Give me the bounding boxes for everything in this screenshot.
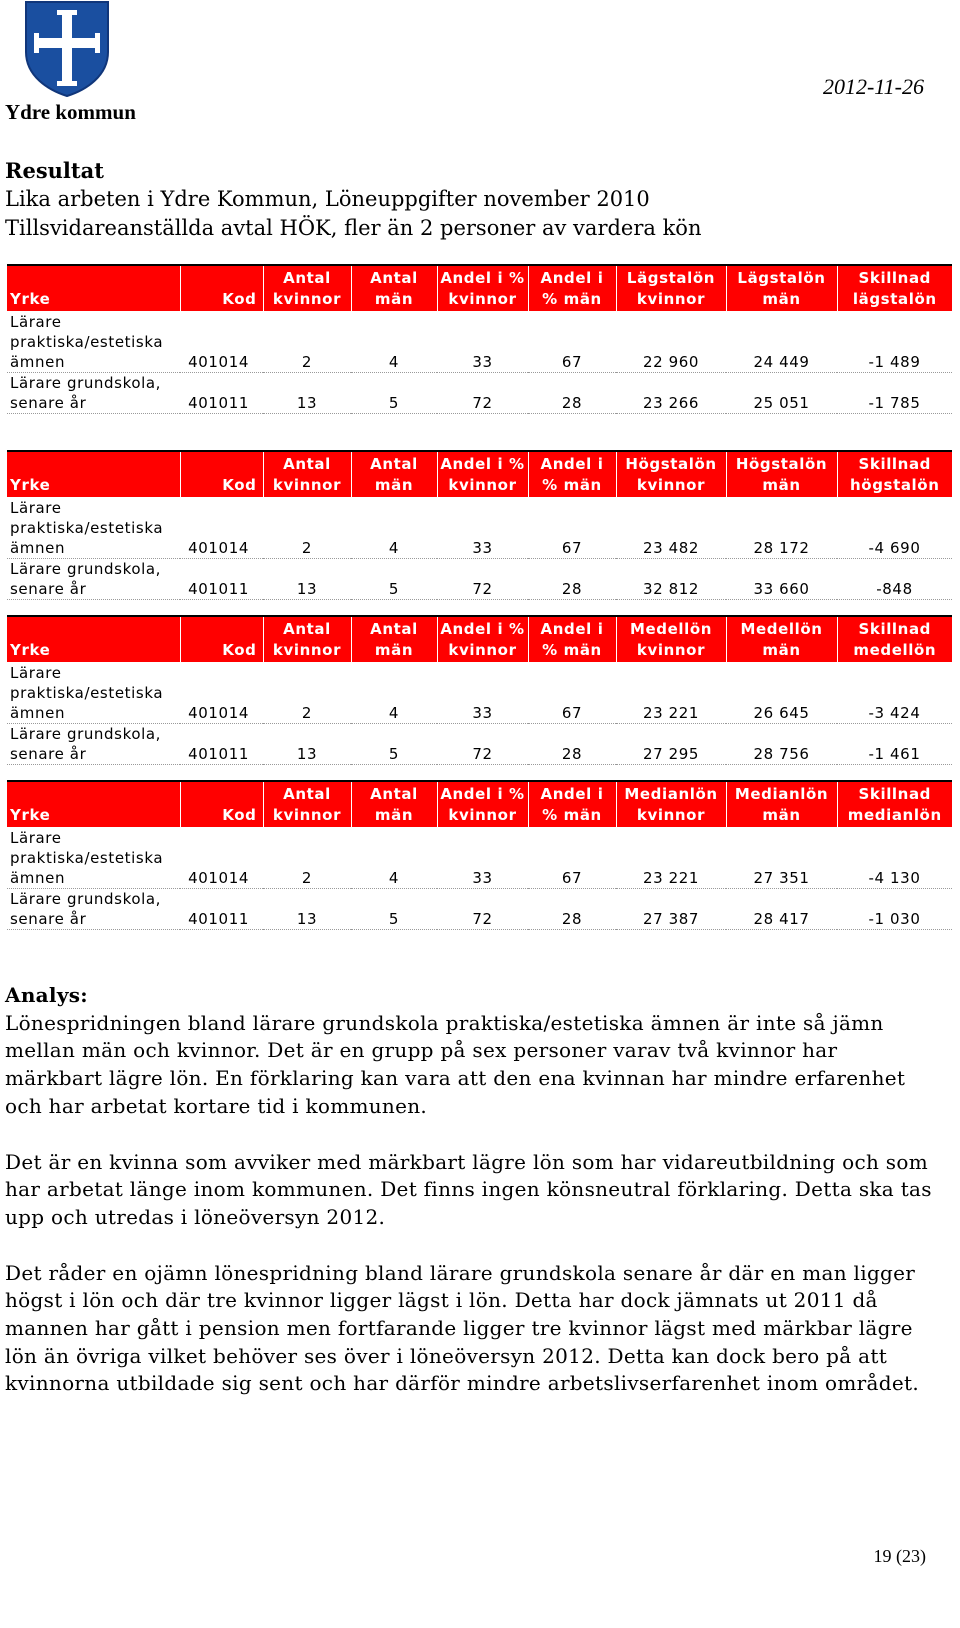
- cell-skillnad: -3 424: [837, 662, 952, 724]
- cell-andel-kvinnor: 33: [437, 827, 528, 889]
- table-header-row: [7, 781, 952, 827]
- col-header-kod: Kod: [180, 265, 263, 311]
- cell-yrke: Lärare grundskola, senare år: [7, 724, 180, 765]
- cell-yrke: Lärare praktiska/estetiska ämnen: [7, 662, 180, 724]
- table-header-row: [7, 265, 952, 311]
- cell-lon-man: 33 660: [726, 559, 837, 600]
- cell-kod: 401014: [180, 311, 263, 373]
- table-row: [7, 559, 952, 600]
- col-header-lon-kvinnor: Högstalön kvinnor: [616, 451, 726, 497]
- table-row: [7, 827, 952, 889]
- col-header-antal-kvinnor: Antal kvinnor: [263, 616, 351, 662]
- cell-skillnad: -1 461: [837, 724, 952, 765]
- cell-andel-kvinnor: 33: [437, 311, 528, 373]
- cell-antal-man: 4: [351, 311, 437, 373]
- analysis-heading: Analys:: [5, 983, 88, 1007]
- col-header-andel-kvinnor: Andel i % kvinnor: [437, 265, 528, 311]
- cell-lon-man: 27 351: [726, 827, 837, 889]
- section-title: Resultat: [5, 158, 104, 183]
- cell-lon-kvinnor: 23 221: [616, 827, 726, 889]
- cell-antal-man: 5: [351, 889, 437, 930]
- cell-lon-kvinnor: 23 266: [616, 373, 726, 414]
- col-header-antal-man: Antal män: [351, 451, 437, 497]
- table-row: [7, 724, 952, 765]
- col-header-antal-man: Antal män: [351, 616, 437, 662]
- col-header-yrke: Yrke: [7, 451, 180, 497]
- intro-line-2: Tillsvidareanställda avtal HÖK, fler än 2 personer av vardera kön: [5, 216, 702, 240]
- cell-antal-kvinnor: 13: [263, 559, 351, 600]
- intro-line-1: Lika arbeten i Ydre Kommun, Löneuppgifter november 2010: [5, 187, 650, 211]
- col-header-lon-man: Medellön män: [726, 616, 837, 662]
- col-header-lon-man: Högstalön män: [726, 451, 837, 497]
- cell-lon-man: 26 645: [726, 662, 837, 724]
- col-header-lon-man: Lägstalön män: [726, 265, 837, 311]
- col-header-antal-man: Antal män: [351, 781, 437, 827]
- cell-skillnad: -1 489: [837, 311, 952, 373]
- cell-yrke: Lärare grundskola, senare år: [7, 559, 180, 600]
- col-header-kod: Kod: [180, 451, 263, 497]
- cell-antal-kvinnor: 2: [263, 311, 351, 373]
- cell-andel-man: 28: [528, 373, 616, 414]
- cell-kod: 401011: [180, 724, 263, 765]
- page-number: 19 (23): [873, 1546, 926, 1566]
- col-header-andel-kvinnor: Andel i % kvinnor: [437, 451, 528, 497]
- col-header-yrke: Yrke: [7, 781, 180, 827]
- intro-heading: [5, 156, 701, 243]
- cell-andel-kvinnor: 72: [437, 373, 528, 414]
- cell-skillnad: -1 030: [837, 889, 952, 930]
- cell-antal-kvinnor: 13: [263, 373, 351, 414]
- cell-kod: 401014: [180, 662, 263, 724]
- salary-table-2: [7, 450, 952, 600]
- cell-andel-man: 28: [528, 559, 616, 600]
- cell-antal-man: 5: [351, 724, 437, 765]
- analysis-paragraph: Det är en kvinna som avviker med märkbart lägre lön som har vidareutbildning och som har arbetat länge inom kommunen. Det finns ingen könsneutral förklaring. Detta ska tas upp och utredas i löneöversyn 2012.: [5, 1149, 932, 1229]
- salary-table-4: [7, 780, 952, 930]
- cell-lon-man: 28 172: [726, 497, 837, 559]
- table-row: [7, 662, 952, 724]
- cell-kod: 401011: [180, 889, 263, 930]
- col-header-skillnad: Skillnad högstalön: [837, 451, 952, 497]
- col-header-antal-man: Antal män: [351, 265, 437, 311]
- cell-andel-kvinnor: 72: [437, 559, 528, 600]
- cell-yrke: Lärare praktiska/estetiska ämnen: [7, 311, 180, 373]
- cell-antal-kvinnor: 13: [263, 889, 351, 930]
- cell-andel-man: 67: [528, 662, 616, 724]
- cell-kod: 401011: [180, 373, 263, 414]
- cell-lon-kvinnor: 27 295: [616, 724, 726, 765]
- cell-antal-kvinnor: 2: [263, 827, 351, 889]
- cell-lon-kvinnor: 32 812: [616, 559, 726, 600]
- cell-andel-man: 28: [528, 724, 616, 765]
- col-header-lon-man: Medianlön män: [726, 781, 837, 827]
- cell-lon-man: 25 051: [726, 373, 837, 414]
- cell-antal-man: 4: [351, 662, 437, 724]
- col-header-andel-man: Andel i % män: [528, 265, 616, 311]
- col-header-antal-kvinnor: Antal kvinnor: [263, 781, 351, 827]
- cell-yrke: Lärare grundskola, senare år: [7, 889, 180, 930]
- col-header-kod: Kod: [180, 781, 263, 827]
- col-header-lon-kvinnor: Lägstalön kvinnor: [616, 265, 726, 311]
- document-date: 2012-11-26: [822, 74, 924, 99]
- cell-skillnad: -1 785: [837, 373, 952, 414]
- cell-skillnad: -4 130: [837, 827, 952, 889]
- col-header-antal-kvinnor: Antal kvinnor: [263, 265, 351, 311]
- cell-yrke: Lärare grundskola, senare år: [7, 373, 180, 414]
- cell-andel-kvinnor: 33: [437, 497, 528, 559]
- col-header-lon-kvinnor: Medianlön kvinnor: [616, 781, 726, 827]
- cell-antal-man: 5: [351, 373, 437, 414]
- cell-lon-kvinnor: 27 387: [616, 889, 726, 930]
- col-header-andel-man: Andel i % män: [528, 781, 616, 827]
- cell-antal-man: 4: [351, 497, 437, 559]
- cell-antal-man: 5: [351, 559, 437, 600]
- col-header-skillnad: Skillnad lägstalön: [837, 265, 952, 311]
- cell-antal-kvinnor: 2: [263, 662, 351, 724]
- col-header-andel-kvinnor: Andel i % kvinnor: [437, 616, 528, 662]
- col-header-skillnad: Skillnad medianlön: [837, 781, 952, 827]
- table-header-row: [7, 451, 952, 497]
- analysis-paragraph: Det råder en ojämn lönespridning bland lärare grundskola senare år där en man ligger högst i lön och där tre kvinnor ligger lägst i lön. Detta har dock jämnats ut 2011 då mannen har gått i pension men fortfarande ligger tre kvinnor lägst med märkbar lägre lön än övriga vilket behöver ses över i löneöversyn 2012. Detta kan dock bero på att kvinnorna utbildade sig sent och har därför mindre arbetslivserfarenhet inom området.: [5, 1260, 919, 1396]
- cell-andel-kvinnor: 33: [437, 662, 528, 724]
- analysis-paragraph: Lönespridningen bland lärare grundskola praktiska/estetiska ämnen är inte så jämn mellan män och kvinnor. Det är en grupp på sex personer varav två kvinnor har märkbart lägre lön. En förklaring kan vara att den ena kvinnan har mindre erfarenhet och har arbetat kortare tid i kommunen.: [5, 1010, 906, 1118]
- col-header-yrke: Yrke: [7, 616, 180, 662]
- cell-kod: 401011: [180, 559, 263, 600]
- cell-lon-kvinnor: 23 221: [616, 662, 726, 724]
- cell-yrke: Lärare praktiska/estetiska ämnen: [7, 497, 180, 559]
- cell-andel-man: 67: [528, 311, 616, 373]
- analysis-section: [5, 982, 935, 1426]
- col-header-antal-kvinnor: Antal kvinnor: [263, 451, 351, 497]
- col-header-kod: Kod: [180, 616, 263, 662]
- cell-kod: 401014: [180, 497, 263, 559]
- cell-lon-kvinnor: 23 482: [616, 497, 726, 559]
- cell-kod: 401014: [180, 827, 263, 889]
- table-header-row: [7, 616, 952, 662]
- table-row: [7, 497, 952, 559]
- col-header-yrke: Yrke: [7, 265, 180, 311]
- cell-antal-kvinnor: 2: [263, 497, 351, 559]
- table-row: [7, 889, 952, 930]
- col-header-andel-man: Andel i % män: [528, 616, 616, 662]
- table-row: [7, 311, 952, 373]
- cell-skillnad: -4 690: [837, 497, 952, 559]
- cell-lon-kvinnor: 22 960: [616, 311, 726, 373]
- cell-lon-man: 24 449: [726, 311, 837, 373]
- col-header-lon-kvinnor: Medellön kvinnor: [616, 616, 726, 662]
- col-header-skillnad: Skillnad medellön: [837, 616, 952, 662]
- col-header-andel-kvinnor: Andel i % kvinnor: [437, 781, 528, 827]
- cell-andel-man: 67: [528, 827, 616, 889]
- municipality-logo: [24, 0, 110, 98]
- cell-andel-man: 67: [528, 497, 616, 559]
- table-row: [7, 373, 952, 414]
- cell-skillnad: -848: [837, 559, 952, 600]
- brand-name: Ydre kommun: [5, 100, 136, 124]
- cell-lon-man: 28 417: [726, 889, 837, 930]
- cell-andel-kvinnor: 72: [437, 889, 528, 930]
- cell-yrke: Lärare praktiska/estetiska ämnen: [7, 827, 180, 889]
- cell-lon-man: 28 756: [726, 724, 837, 765]
- cell-antal-man: 4: [351, 827, 437, 889]
- cell-antal-kvinnor: 13: [263, 724, 351, 765]
- cell-andel-kvinnor: 72: [437, 724, 528, 765]
- salary-table-1: [7, 264, 952, 414]
- cell-andel-man: 28: [528, 889, 616, 930]
- salary-table-3: [7, 615, 952, 765]
- col-header-andel-man: Andel i % män: [528, 451, 616, 497]
